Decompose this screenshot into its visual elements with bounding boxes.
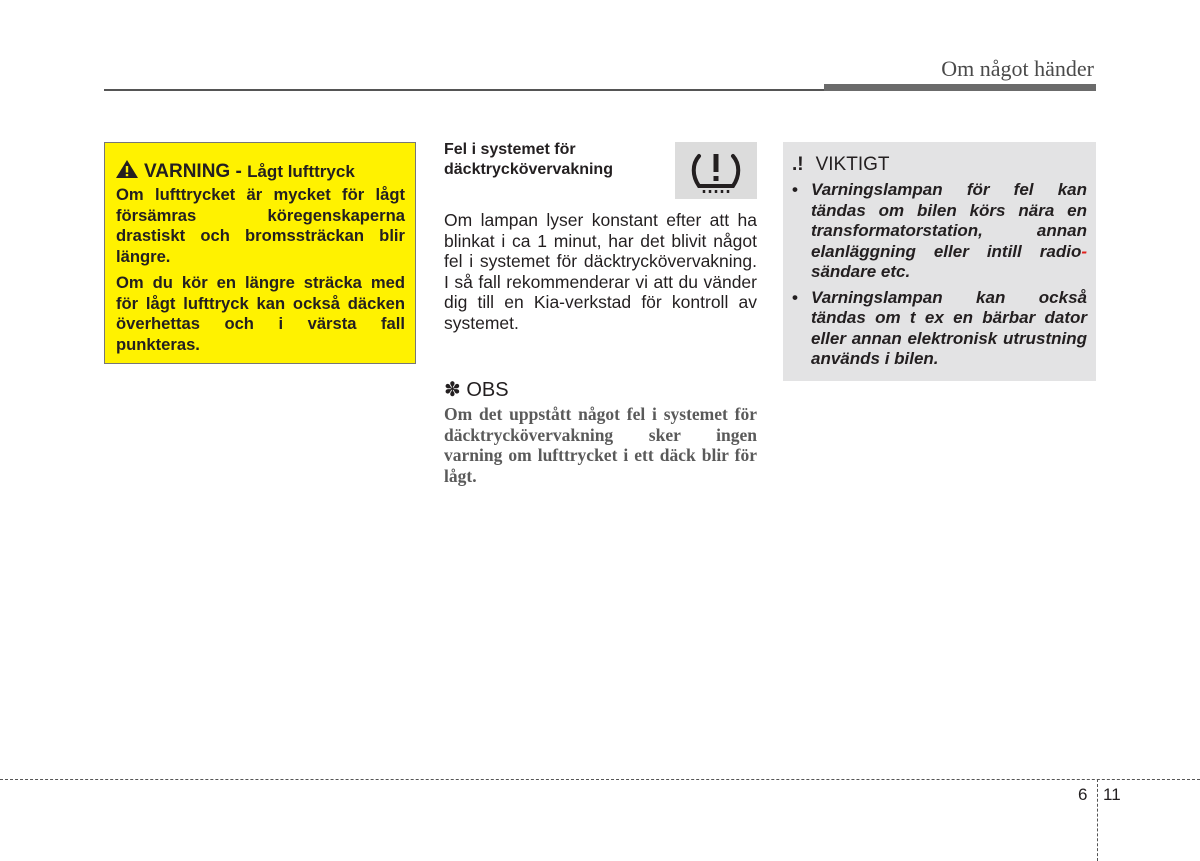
section-body: Om lampan lyser konstant efter att ha blinkat i ca 1 minut, har det blivit något fel i systemet för däcktryckövervakning. I så fall rekommenderar vi att du vänder dig till en Kia-verkstad för kontroll av systemet. xyxy=(444,210,757,333)
obs-body: Om det uppstått något fel i systemet för däcktryckövervakning sker ingen varning om lufttrycket i ett däck blir för lågt. xyxy=(444,404,757,486)
footer-rule xyxy=(0,779,1200,780)
warning-title-text: VARNING - xyxy=(144,161,242,182)
bullet: • xyxy=(792,180,798,199)
list-item-text: Varningslampan kan också tändas om t ex en bärbar dator eller annan elektronisk utrustning används i bilen. xyxy=(811,287,1087,368)
hyphen-mark: - xyxy=(1081,241,1087,261)
important-box xyxy=(783,142,1096,381)
obs-title xyxy=(444,377,509,402)
list-item-text-part: sändare etc. xyxy=(811,262,911,281)
page-number: 11 xyxy=(1103,785,1121,804)
warning-triangle-icon xyxy=(116,160,138,178)
header-rule-accent xyxy=(824,84,1096,91)
important-title-text: VIKTIGT xyxy=(815,154,890,175)
section-heading-line: Fel i systemet för xyxy=(444,141,576,158)
list-item-text-part: Varningslampan för fel kan tändas om bilen körs nära en transformatorstation, annan elanläggning eller intill radio xyxy=(811,180,1087,261)
header-rule xyxy=(104,89,829,91)
obs-title-text: OBS xyxy=(466,379,509,401)
section-heading-line: däcktryckövervakning xyxy=(444,161,613,178)
warning-box xyxy=(104,142,416,364)
section-number: 6 xyxy=(1078,785,1088,804)
bullet: • xyxy=(792,287,798,307)
page-header-title: Om något händer xyxy=(941,56,1094,81)
list-item xyxy=(792,288,1087,370)
tpms-warning-icon xyxy=(675,142,757,199)
warning-paragraph: Om du kör en längre sträcka med för lågt lufttryck kan också däcken överhettas och i värsta fall punkteras. xyxy=(116,273,405,354)
exclamation-icon: .! xyxy=(792,154,804,175)
list-item-text xyxy=(811,180,1087,283)
footer-divider xyxy=(1097,779,1098,861)
warning-title xyxy=(116,160,405,183)
section-heading xyxy=(444,140,613,180)
important-title xyxy=(792,154,1087,176)
list-item xyxy=(792,180,1087,283)
warning-paragraph: Om lufttrycket är mycket för lågt försämras köregenskaperna drastiskt och bromssträckan blir längre. xyxy=(116,185,405,266)
warning-subtitle: Lågt lufttryck xyxy=(247,162,355,181)
asterisk-icon: ✽ xyxy=(444,379,461,401)
